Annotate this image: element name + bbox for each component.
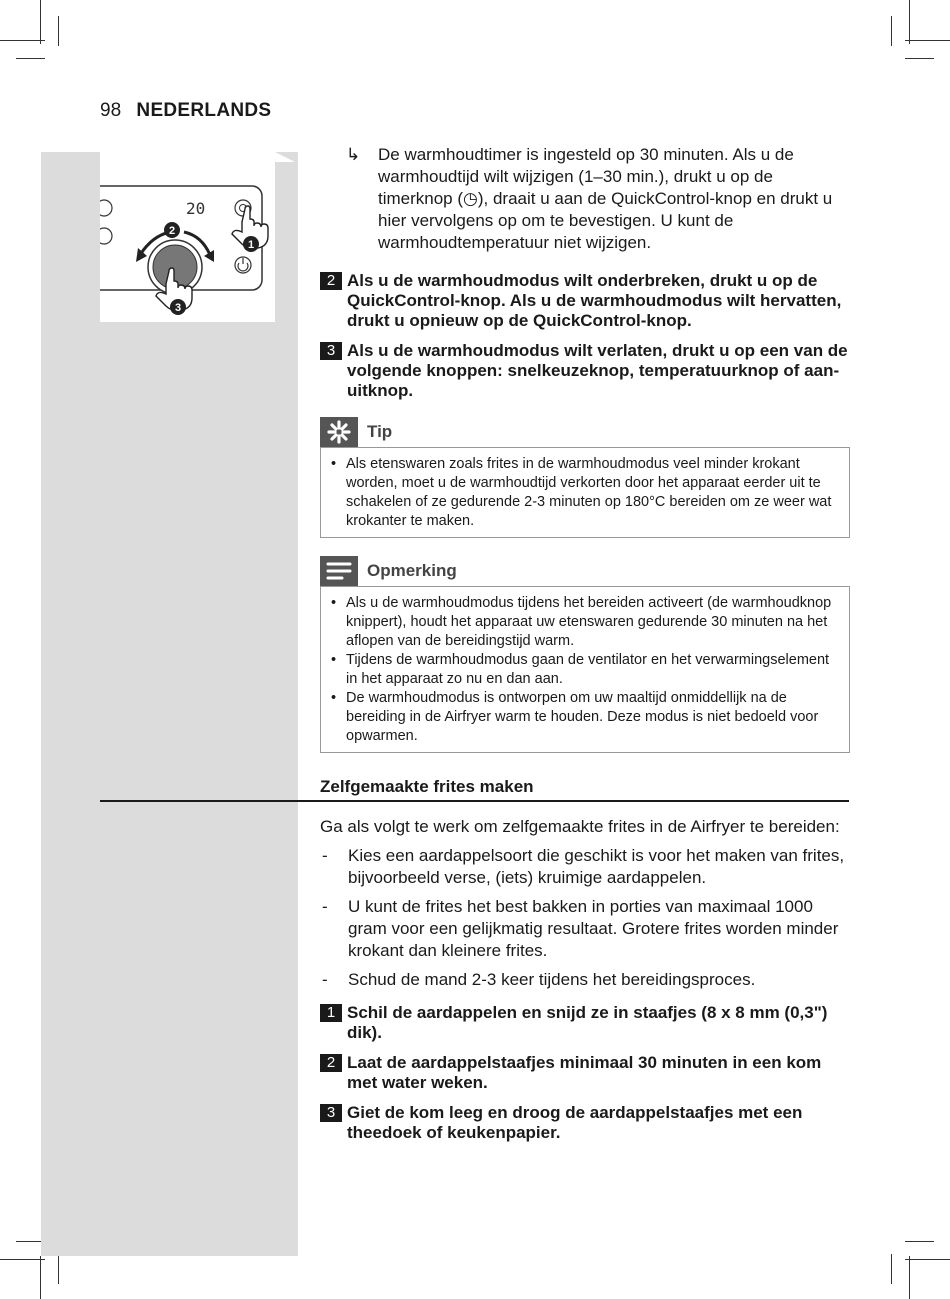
language-title: NEDERLANDS [136, 100, 272, 121]
crop-mark [0, 40, 45, 41]
step-number: 3 [320, 342, 342, 360]
step-2 [320, 271, 850, 331]
note-box [320, 586, 850, 753]
step-text: Laat de aardappelstaafjes minimaal 30 minuten in een kom met water weken. [347, 1053, 822, 1092]
dash-item: - Schud de mand 2-3 keer tijdens het bereidingsproces. [322, 970, 756, 989]
result-text: De warmhoudtimer is ingesteld op 30 minuten. Als u de warmhoudtijd wilt wijzigen (1–30 min.), drukt u op de timerknop (◷), draait u aan de QuickControl-knop en drukt u hier vervolgens op om te bevestigen. U kunt de warmhoudtemperatuur niet wijzigen. [378, 145, 833, 252]
step-3 [320, 341, 850, 401]
section-divider [100, 800, 849, 802]
callout-2: 2 [168, 225, 176, 237]
step-text: Schil de aardappelen en snijd ze in staafjes (8 x 8 mm (0,3") dik). [347, 1003, 828, 1042]
step-number: 3 [320, 1104, 342, 1122]
dash-item: - Kies een aardappelsoort die geschikt is voor het maken van frites, bijvoorbeeld verse, (iets) kruimige aardappelen. [322, 846, 845, 887]
page-number: 98 [100, 100, 122, 121]
note-item: • De warmhoudmodus is ontworpen om uw maaltijd onmiddellijk na de bereiding in de Airfryer warm te houden. Deze modus is niet bedoeld voor opwarmen. [329, 689, 841, 746]
main-content [320, 144, 850, 753]
dash-item: - U kunt de frites het best bakken in porties van maximaal 1000 gram voor een gelijkmatig resultaat. Grotere frites worden minder krokant dan kleinere frites. [322, 897, 839, 960]
section-intro: Ga als volgt te werk om zelfgemaakte frites in de Airfryer te bereiden: [320, 817, 840, 836]
tip-item: • Als etenswaren zoals frites in de warmhoudmodus veel minder krokant worden, moet u de warmhoudtijd verkorten door het apparaat eerder uit te schakelen of ze gedurende 2-3 minuten op 180°C bereiden om ze weer wat krokanter te maken. [329, 455, 841, 531]
page-header [100, 100, 271, 122]
section-content [320, 816, 850, 1153]
callout-3: 3 [174, 302, 182, 314]
step-number: 2 [320, 1054, 342, 1072]
crop-mark [58, 1254, 59, 1284]
note-item: • Als u de warmhoudmodus tijdens het bereiden activeert (de warmhoudknop knippert), houdt het apparaat uw etenswaren gedurende 30 minuten na het aflopen van de bereidingstijd warm. [329, 594, 841, 651]
note-item: • Tijdens de warmhoudmodus gaan de ventilator en het verwarmingselement in het apparaat zo nu en dan aan. [329, 651, 841, 689]
crop-mark [909, 1256, 910, 1299]
display-readout: 20 [186, 199, 206, 218]
dash-text: Kies een aardappelsoort die geschikt is voor het maken van frites, bijvoorbeeld verse, (iets) kruimige aardappelen. [348, 846, 845, 887]
control-panel-illustration [100, 152, 275, 322]
crop-mark [905, 1259, 950, 1260]
dash-text: Schud de mand 2-3 keer tijdens het bereidingsproces. [348, 970, 756, 989]
crop-mark [0, 1259, 45, 1260]
crop-mark [58, 16, 59, 46]
tip-header [320, 417, 850, 447]
step-1 [320, 1003, 850, 1043]
step-number: 2 [320, 272, 342, 290]
step-text: Als u de warmhoudmodus wilt onderbreken, drukt u op de QuickControl-knop. Als u de warmhoudmodus wilt hervatten, drukt u opnieuw op de QuickControl-knop. [347, 271, 842, 330]
illustration-pointer [275, 152, 295, 162]
crop-mark [40, 0, 41, 44]
crop-mark [905, 58, 934, 59]
airfryer-control-panel-icon [100, 152, 275, 322]
crop-mark [891, 16, 892, 46]
tip-icon [320, 417, 358, 447]
note-title: Opmerking [367, 561, 457, 580]
crop-mark [905, 40, 950, 41]
note-header [320, 556, 850, 586]
crop-mark [909, 0, 910, 44]
crop-mark [16, 58, 45, 59]
result-bullet [320, 144, 850, 254]
note-icon [320, 556, 358, 586]
step-2 [320, 1053, 850, 1093]
section-title: Zelfgemaakte frites maken [320, 777, 534, 796]
step-text: Giet de kom leeg en droog de aardappelstaafjes met een theedoek of keukenpapier. [347, 1103, 803, 1142]
step-text: Als u de warmhoudmodus wilt verlaten, drukt u op een van de volgende knoppen: snelkeuzeknop, temperatuurknop of aan-uitknop. [347, 341, 848, 400]
crop-mark [905, 1241, 934, 1242]
tip-box [320, 447, 850, 538]
step-3 [320, 1103, 850, 1143]
crop-mark [40, 1256, 41, 1299]
crop-mark [891, 1254, 892, 1284]
callout-1: 1 [247, 239, 255, 251]
tip-title: Tip [367, 422, 393, 441]
arrow-icon: ↳ [346, 145, 361, 164]
step-number: 1 [320, 1004, 342, 1022]
dash-text: U kunt de frites het best bakken in porties van maximaal 1000 gram voor een gelijkmatig resultaat. Grotere frites worden minder krokant dan kleinere frites. [348, 897, 839, 960]
